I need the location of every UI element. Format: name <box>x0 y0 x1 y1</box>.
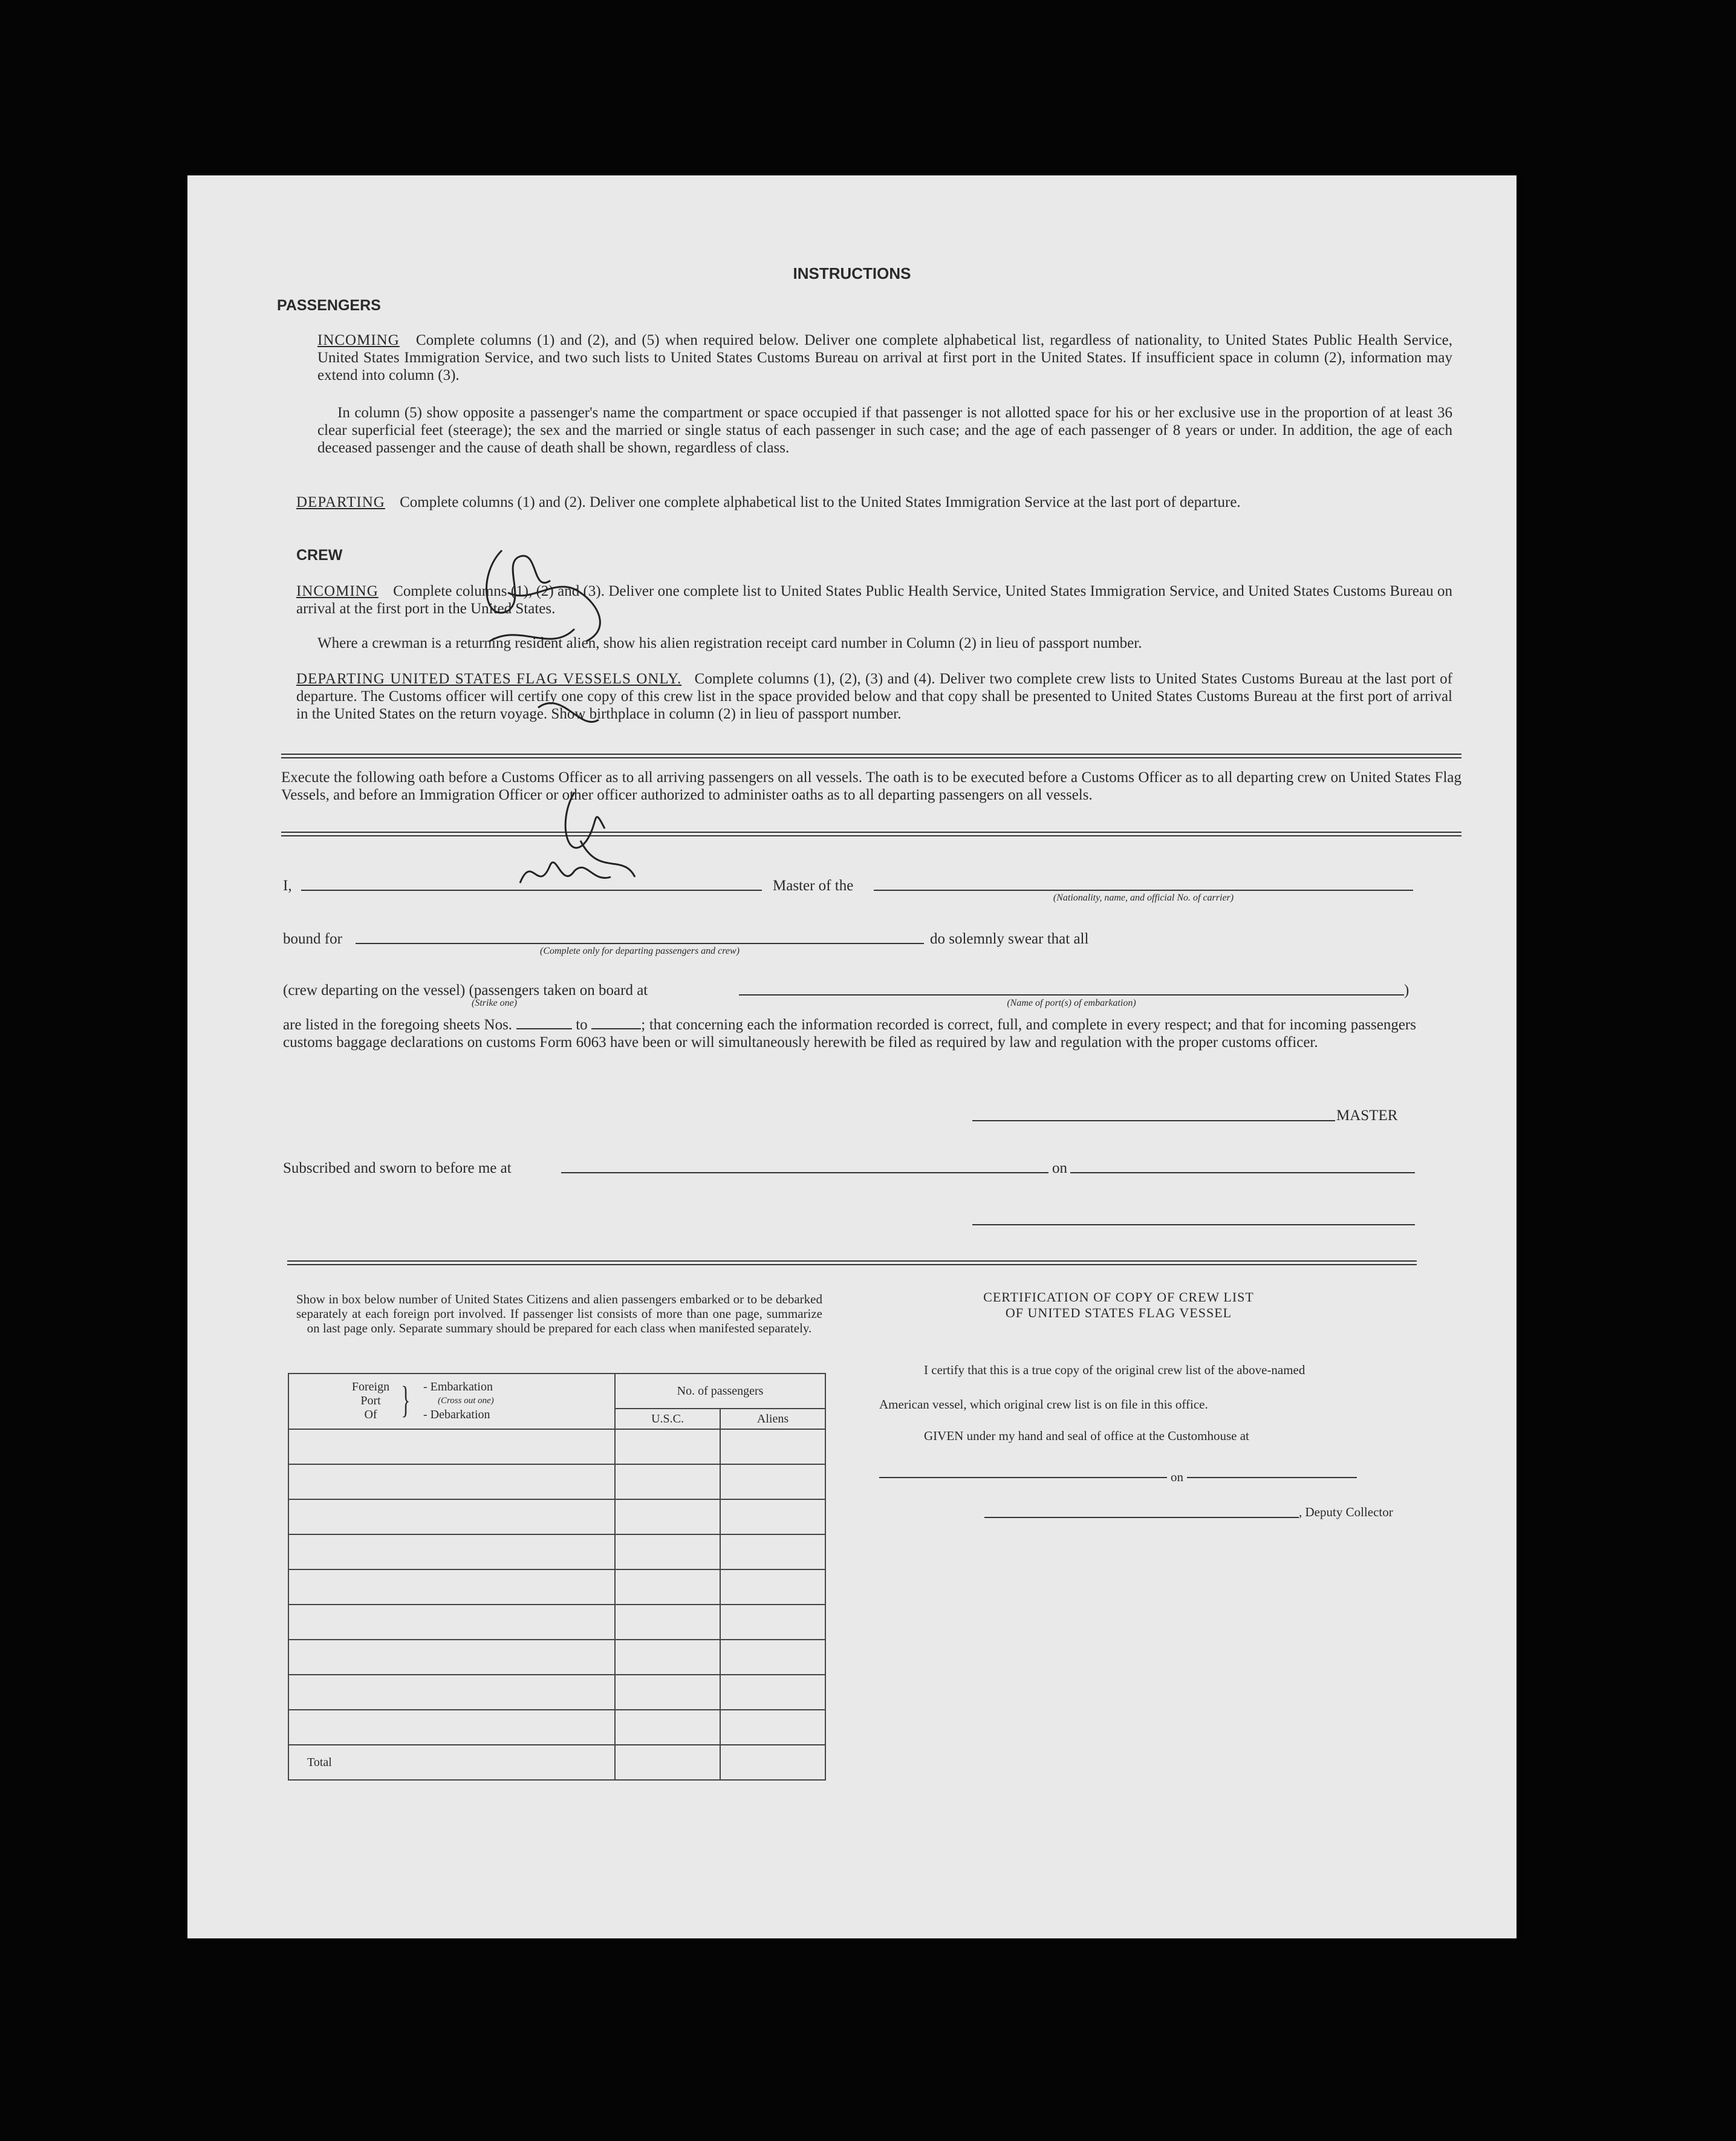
to-label: to <box>576 1017 588 1033</box>
aliens-cell[interactable] <box>720 1534 825 1569</box>
usc-cell[interactable] <box>615 1534 720 1569</box>
total-label: Total <box>288 1745 615 1780</box>
bound-for-caption: (Complete only for departing passengers and crew) <box>539 946 740 956</box>
port-header-cell <box>288 1374 615 1429</box>
passengers-incoming-text: Complete columns (1) and (2), and (5) when required below. Deliver one complete alphabetical list, regardless of nationality, to United States Public Health Service, United States Immigration Service, and two such lists to United States Customs Bureau on arrival at first port in the United States. If insufficient space in column (2), information may extend into column (3). <box>317 332 1453 383</box>
sheets-from-field[interactable] <box>516 1017 572 1029</box>
port-cell[interactable] <box>288 1569 615 1605</box>
aliens-cell[interactable] <box>720 1675 825 1710</box>
document-page <box>187 175 1517 1938</box>
foreign-port-of <box>349 1380 392 1422</box>
sworn-place-field[interactable] <box>561 1172 1048 1173</box>
crew-passengers-text: (crew departing on the vessel) (passengers taken on board at <box>283 982 648 999</box>
of-label: Of <box>364 1408 377 1421</box>
divider <box>287 1264 1417 1265</box>
oath-i-label: I, <box>283 878 292 894</box>
ports-field[interactable] <box>739 994 1404 996</box>
aliens-total-cell[interactable] <box>720 1745 825 1780</box>
sheets-text: ; that concerning each the information recorded is correct, full, and complete in every respect; and that for incoming passengers customs baggage declarations on customs Form 6063 have been or will simultaneously herewith be filed as required by law and regulation with the proper customs officer. <box>283 1017 1416 1051</box>
subscribed-label: Subscribed and sworn to before me at <box>283 1160 512 1176</box>
port-cell[interactable] <box>288 1640 615 1675</box>
passengers-heading: PASSENGERS <box>277 297 381 314</box>
carrier-field[interactable] <box>874 890 1413 891</box>
aliens-cell[interactable] <box>720 1605 825 1640</box>
divider <box>281 754 1461 755</box>
crew-incoming-label: INCOMING <box>296 583 379 599</box>
passengers-departing-label: DEPARTING <box>296 494 385 510</box>
brace-icon: } <box>401 1380 411 1421</box>
oath-intro: Execute the following oath before a Customs Officer as to all arriving passengers on all vessels. The oath is to be executed before a Customs Officer as to all departing crew on United States Flag Vessels, and before an Immigration Officer or other officer authorized to administer oaths as to all departing passengers on all vessels. <box>281 769 1461 803</box>
usc-cell[interactable] <box>615 1429 720 1464</box>
port-cell[interactable] <box>288 1464 615 1499</box>
foreign-label: Foreign <box>351 1380 390 1393</box>
usc-cell[interactable] <box>615 1499 720 1534</box>
certify-text-1: I certify that this is a true copy of the original crew list of the above-named <box>924 1363 1305 1377</box>
sworn-on-label: on <box>1052 1160 1067 1176</box>
usc-cell[interactable] <box>615 1710 720 1745</box>
swear-text: do solemnly swear that all <box>930 931 1089 947</box>
ports-caption: (Name of port(s) of embarkation) <box>1007 998 1136 1008</box>
aliens-cell[interactable] <box>720 1710 825 1745</box>
passengers-departing-text: Complete columns (1) and (2). Deliver one complete alphabetical list to the United States Immigration Service at the last port of departure. <box>400 494 1241 510</box>
aliens-cell[interactable] <box>720 1499 825 1534</box>
certification-title-line2: OF UNITED STATES FLAG VESSEL <box>1005 1305 1232 1320</box>
crew-incoming-text: Complete columns (1), (2) and (3). Deliver one complete list to United States Public Health Service, United States Immigration Service, and United States Customs Bureau on arrival at the first port in the United States. <box>296 583 1452 617</box>
debarkation-label: - Debarkation <box>423 1408 490 1421</box>
cross-out-caption: (Cross out one) <box>438 1396 494 1406</box>
master-signature <box>508 847 617 901</box>
sheets-prefix: are listed in the foregoing sheets Nos. <box>283 1017 513 1033</box>
carrier-caption: (Nationality, name, and official No. of carrier) <box>1053 893 1234 903</box>
customhouse-field[interactable] <box>879 1477 1357 1478</box>
certification-title <box>877 1289 1361 1321</box>
port-cell[interactable] <box>288 1675 615 1710</box>
passengers-departing-paragraph <box>296 494 1452 511</box>
strike-caption: (Strike one) <box>472 998 518 1008</box>
crew-alien-paragraph: Where a crewman is a returning resident alien, show his alien registration receipt card number in Column (2) in lieu of passport number. <box>317 635 1142 651</box>
embark-debark <box>423 1380 494 1422</box>
passengers-incoming-label: INCOMING <box>317 332 400 348</box>
divider <box>287 1260 1417 1262</box>
aliens-cell[interactable] <box>720 1464 825 1499</box>
deputy-signature-field[interactable] <box>984 1517 1299 1518</box>
usc-header: U.S.C. <box>615 1409 720 1429</box>
port-label: Port <box>360 1394 381 1407</box>
crew-heading: CREW <box>296 547 343 564</box>
num-passengers-header: No. of passengers <box>615 1374 825 1409</box>
crew-departing-text: Complete columns (1), (2), (3) and (4). Deliver two complete crew lists to United States Customs Bureau at the last port of departure. The Customs officer will certify one copy of this crew list in the space provided below and that copy shall be presented to United States Customs Bureau at the first port of arrival in the United States on the return voyage. Show birthplace in column (2) in lieu of passport number. <box>296 671 1453 722</box>
port-cell[interactable] <box>288 1605 615 1640</box>
given-text: GIVEN under my hand and seal of office at the Customhouse at <box>924 1429 1249 1443</box>
divider <box>281 832 1461 833</box>
bound-for-field[interactable] <box>356 943 924 944</box>
summary-instructions: Show in box below number of United States Citizens and alien passengers embarked or to be debarked separately at each foreign port involved. If passenger list consists of more than one page, summarize on last page only. Separate summary should be prepared for each class when manifested separately. <box>296 1292 822 1335</box>
page-title: INSTRUCTIONS <box>793 264 911 282</box>
usc-cell[interactable] <box>615 1464 720 1499</box>
divider <box>281 835 1461 836</box>
crew-departing-label: DEPARTING UNITED STATES FLAG VESSELS ONLY. <box>296 671 682 687</box>
master-label: MASTER <box>1336 1107 1398 1124</box>
master-signature-field[interactable] <box>972 1120 1335 1121</box>
cert-on-label: on <box>1167 1470 1187 1485</box>
port-cell[interactable] <box>288 1499 615 1534</box>
usc-cell[interactable] <box>615 1675 720 1710</box>
divider <box>281 757 1461 758</box>
sheets-paragraph <box>283 1016 1416 1051</box>
usc-total-cell[interactable] <box>615 1745 720 1780</box>
port-cell[interactable] <box>288 1710 615 1745</box>
aliens-cell[interactable] <box>720 1569 825 1605</box>
master-of-label: Master of the <box>773 878 854 894</box>
bound-for-label: bound for <box>283 931 342 947</box>
embarkation-label: - Embarkation <box>423 1380 493 1393</box>
aliens-header: Aliens <box>720 1409 825 1429</box>
aliens-cell[interactable] <box>720 1640 825 1675</box>
officer-signature-field[interactable] <box>972 1224 1415 1225</box>
sheets-to-field[interactable] <box>591 1017 641 1029</box>
aliens-cell[interactable] <box>720 1429 825 1464</box>
usc-cell[interactable] <box>615 1640 720 1675</box>
passengers-column5-paragraph: In column (5) show opposite a passenger's name the compartment or space occupied if that passenger is not allotted space for his or her exclusive use in the proportion of at least 36 clear superficial feet (steerage); the sex and the married or single status of each passenger in such case; and the age of each passenger of 8 years or under. In addition, the age of each deceased passenger and the cause of death shall be shown, regardless of class. <box>317 405 1452 456</box>
summary-table <box>288 1373 826 1781</box>
close-paren: ) <box>1404 982 1409 999</box>
port-cell[interactable] <box>288 1429 615 1464</box>
certify-text-2: American vessel, which original crew list is on file in this office. <box>879 1397 1208 1412</box>
passengers-incoming-paragraph <box>317 331 1452 384</box>
usc-cell[interactable] <box>615 1569 720 1605</box>
deputy-collector-label: , Deputy Collector <box>1299 1505 1393 1519</box>
sworn-date-field[interactable] <box>1070 1172 1415 1173</box>
usc-cell[interactable] <box>615 1605 720 1640</box>
certification-title-line1: CERTIFICATION OF COPY OF CREW LIST <box>983 1289 1254 1305</box>
port-cell[interactable] <box>288 1534 615 1569</box>
